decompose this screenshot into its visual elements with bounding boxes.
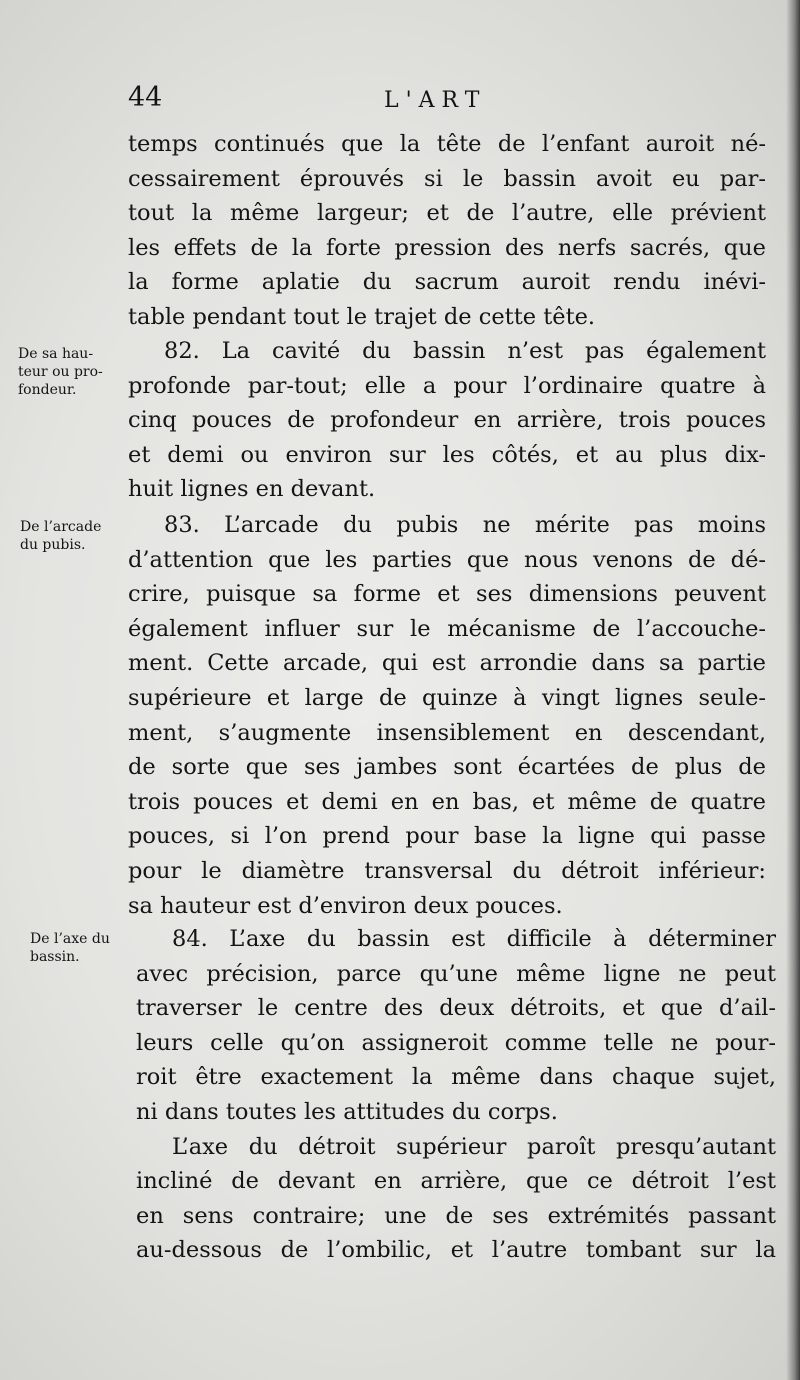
text-line: ment. Cette arcade, qui est arrondie dans sa partie — [128, 650, 766, 677]
text-line: en sens contraire; une de ses extrémités passant — [136, 1202, 776, 1229]
text-line: sa hauteur est d’environ deux pouces. — [128, 892, 563, 919]
text-line: 84. L’axe du bassin est difficile à déterminer — [172, 926, 776, 952]
margin-note-depth — [18, 345, 103, 399]
paragraph-continuation — [128, 127, 766, 335]
margin-note-line: De sa hau- — [18, 346, 94, 362]
text-line: de sorte que ses jambes sont écartées de plus de — [128, 754, 766, 781]
text-line: ni dans toutes les attitudes du corps. — [136, 1098, 558, 1125]
margin-note-line: bassin. — [30, 949, 80, 965]
text-line: cinq pouces de profondeur en arrière, trois pouces — [128, 407, 766, 434]
text-line: 83. L’arcade du pubis ne mérite pas moins — [164, 512, 766, 538]
text-line: tout la même largeur; et de l’autre, elle prévient — [128, 200, 766, 227]
page-number: 44 — [128, 82, 163, 113]
text-line: table pendant tout le trajet de cette tête. — [128, 303, 596, 330]
text-line: incliné de devant en arrière, que ce détroit l’est — [136, 1168, 776, 1195]
margin-note-line: du pubis. — [20, 537, 86, 553]
margin-note-pubic-arch — [20, 518, 101, 554]
page-header — [128, 76, 768, 116]
text-line: cessairement éprouvés si le bassin avoit eu par- — [128, 165, 766, 192]
margin-note-line: teur ou pro- — [18, 364, 103, 380]
running-head: L'ART — [384, 88, 487, 113]
page-edge-shadow — [786, 0, 800, 1380]
text-line: et demi ou environ sur les côtés, et au plus dix- — [128, 441, 766, 468]
text-line: d’attention que les parties que nous venons de dé- — [128, 546, 766, 573]
text-line: profonde par-tout; elle a pour l’ordinaire quatre à — [128, 372, 766, 399]
text-line: les effets de la forte pression des nerfs sacrés, que — [128, 234, 766, 261]
text-line: supérieure et large de quinze à vingt lignes seule- — [128, 684, 766, 711]
margin-note-line: fondeur. — [18, 382, 77, 398]
text-line: temps continués que la tête de l’enfant auroit né- — [128, 131, 766, 157]
margin-note-pelvic-axis — [30, 930, 110, 966]
text-line: pouces, si l’on prend pour base la ligne qui passe — [128, 823, 766, 850]
text-line: au-dessous de l’ombilic, et l’autre tombant sur la — [136, 1237, 776, 1264]
text-line: crire, puisque sa forme et ses dimensions peuvent — [128, 581, 766, 608]
margin-note-line: De l’arcade — [20, 519, 102, 535]
text-line: huit lignes en devant. — [128, 476, 376, 503]
text-line: ment, s’augmente insensiblement en descendant, — [128, 719, 766, 746]
margin-note-line: De l’axe du — [30, 931, 110, 947]
text-line: L’axe du détroit supérieur paroît presqu’autant — [172, 1133, 776, 1160]
text-line: également influer sur le mécanisme de l’accouche- — [128, 615, 766, 642]
paragraph-83 — [128, 508, 766, 923]
text-line: 82. La cavité du bassin n’est pas également — [164, 338, 766, 364]
paragraph-82 — [128, 334, 766, 507]
text-line: roit être exactement la même dans chaque sujet, — [136, 1064, 776, 1091]
text-line: la forme aplatie du sacrum auroit rendu inévi- — [128, 269, 766, 296]
text-line: traverser le centre des deux détroits, et que d’ail- — [136, 995, 776, 1022]
paragraph-84 — [136, 922, 776, 1268]
text-line: trois pouces et demi en en bas, et même de quatre — [128, 788, 766, 815]
text-line: avec précision, parce qu’une même ligne ne peut — [136, 960, 776, 987]
text-line: pour le diamètre transversal du détroit inférieur: — [128, 857, 766, 884]
text-line: leurs celle qu’on assigneroit comme telle ne pour- — [136, 1029, 776, 1056]
